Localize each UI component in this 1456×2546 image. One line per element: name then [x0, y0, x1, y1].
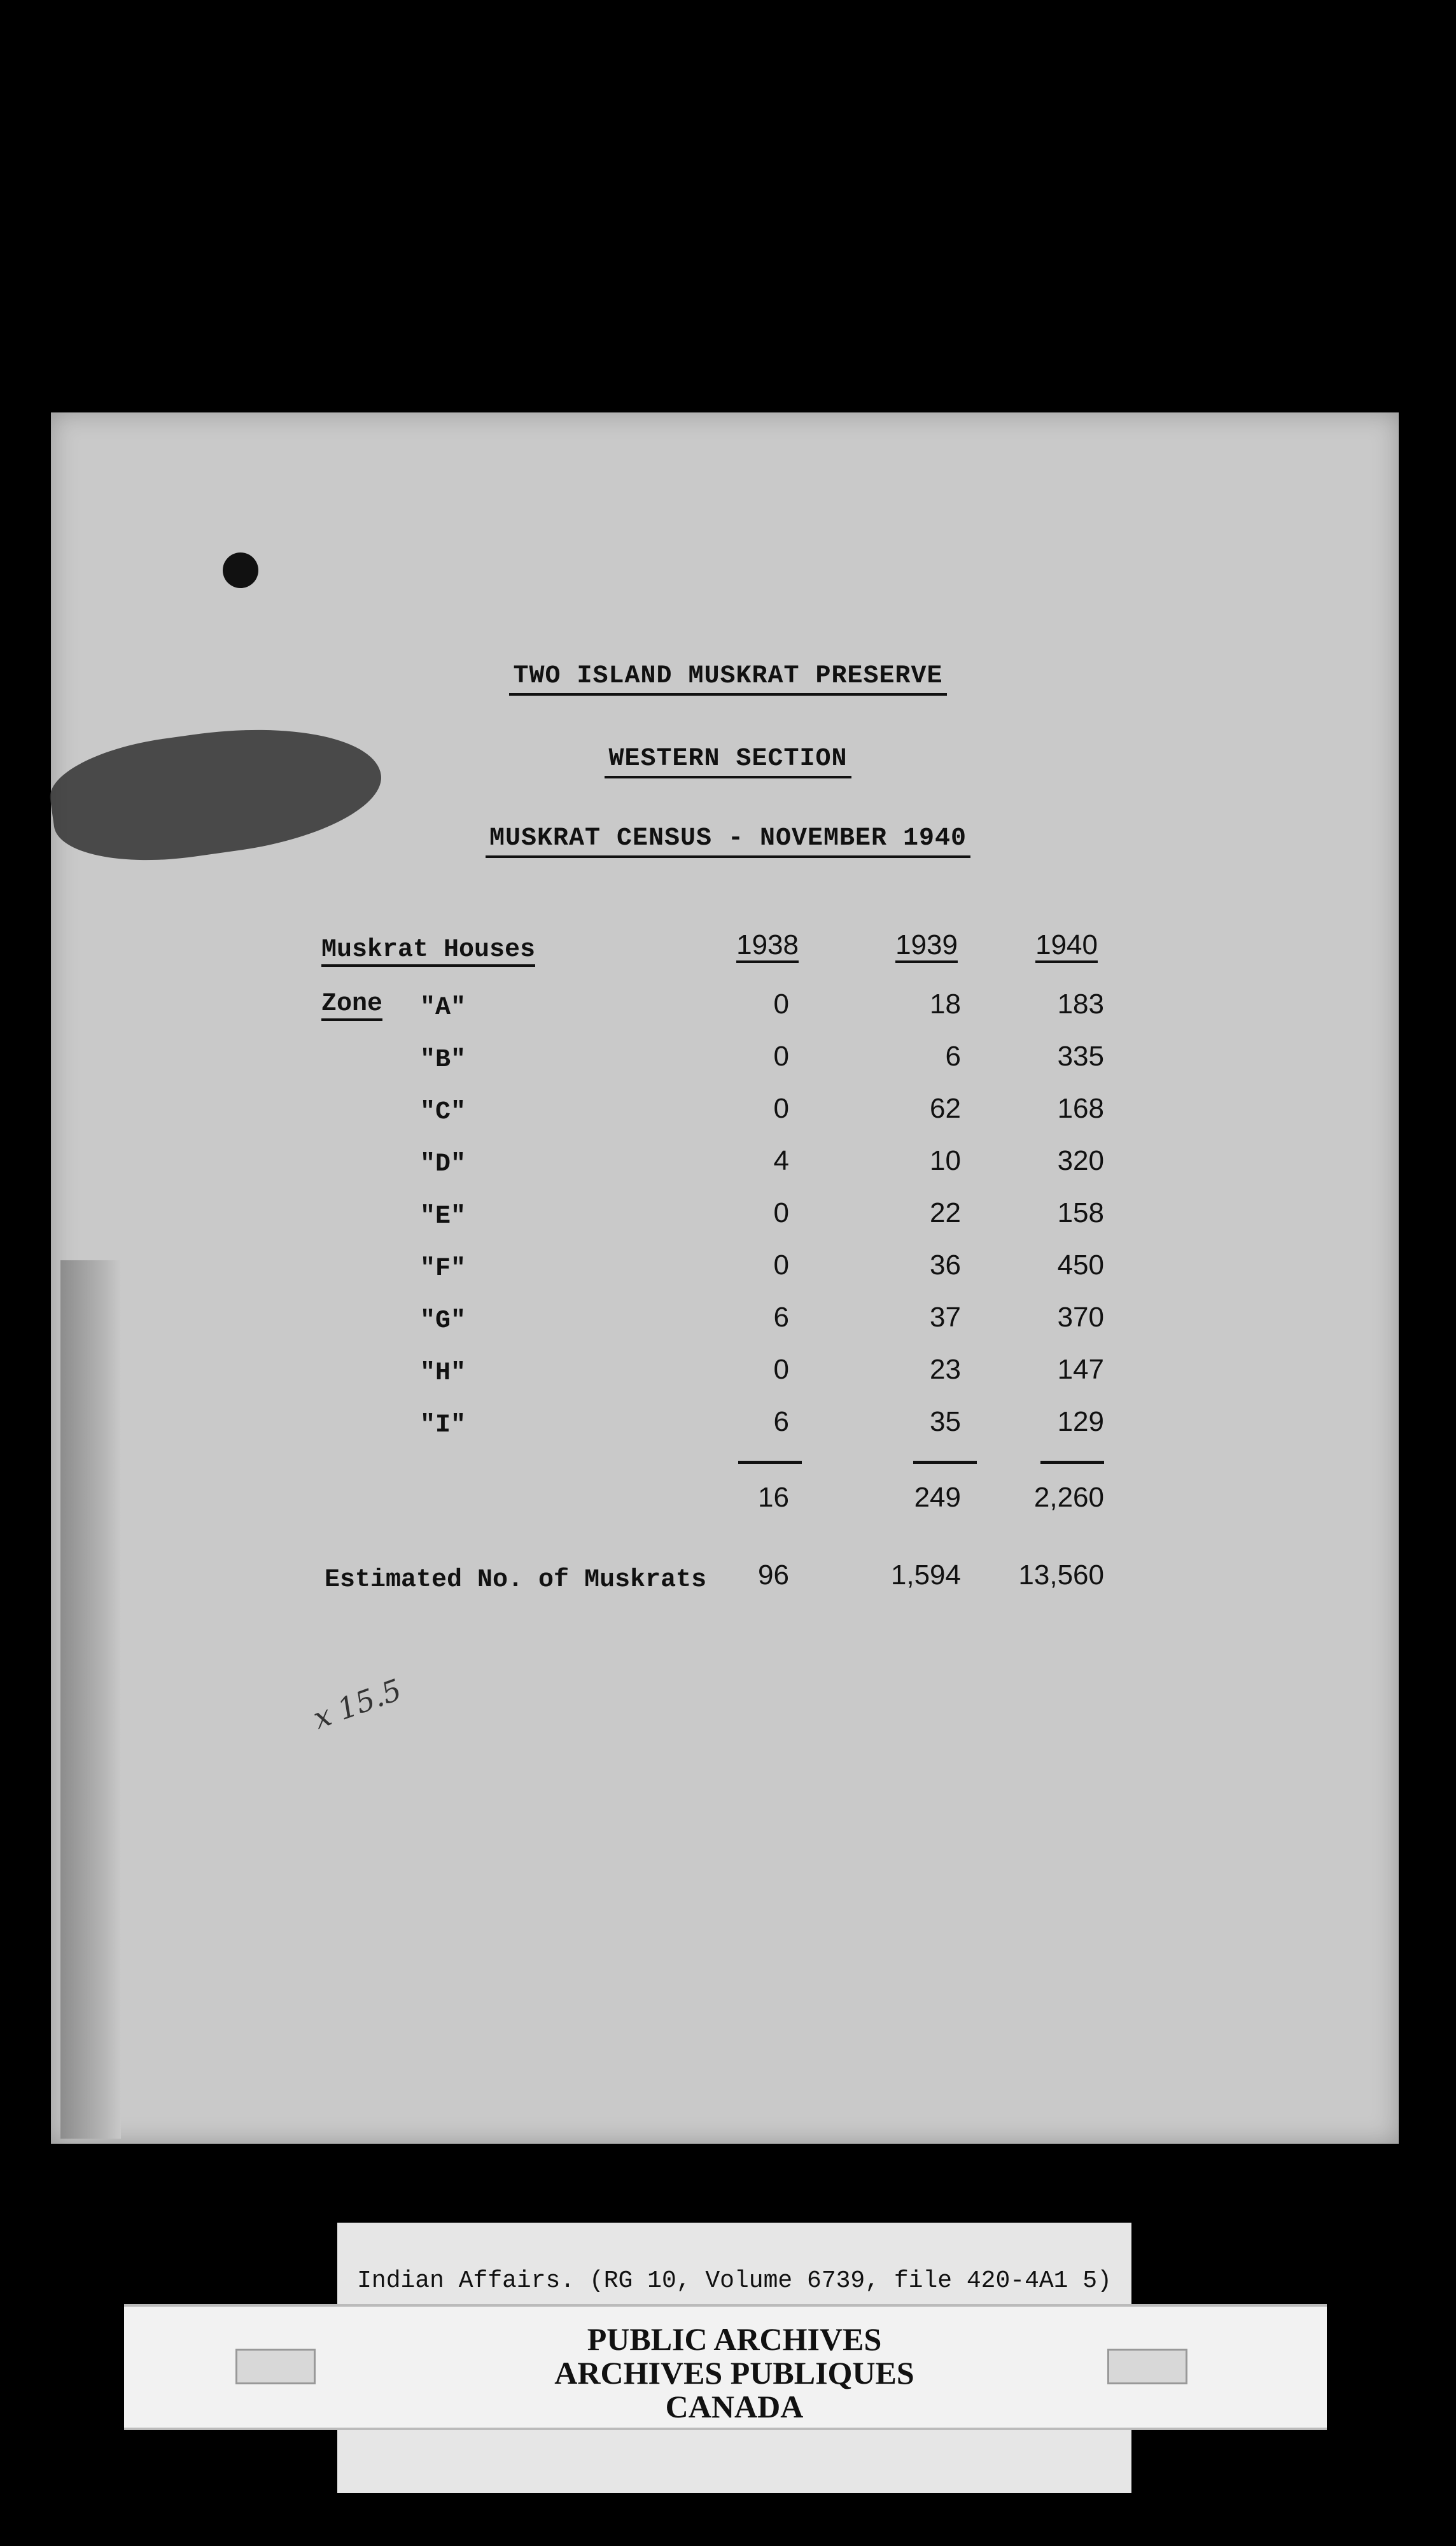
census-cell: 0 [773, 1093, 789, 1124]
census-cell: 183 [1057, 988, 1104, 1020]
census-cell: 4 [773, 1145, 789, 1176]
archive-line-2: ARCHIVES PUBLIQUES [554, 2355, 914, 2391]
archive-line-1: PUBLIC ARCHIVES [587, 2321, 882, 2357]
document-subtitle: MUSKRAT CENSUS - NOVEMBER 1940 [0, 824, 1456, 853]
binding-edge [60, 1260, 121, 2139]
census-cell: 0 [773, 1354, 789, 1385]
zone-name: "B" [420, 1046, 466, 1074]
census-cell: 22 [930, 1197, 961, 1228]
total-1938: 16 [758, 1482, 789, 1513]
census-cell: 320 [1057, 1145, 1104, 1176]
census-cell: 6 [773, 1302, 789, 1333]
census-cell: 6 [773, 1406, 789, 1437]
year-header-1939: 1939 [843, 929, 958, 961]
census-cell: 35 [930, 1406, 961, 1437]
census-cell: 0 [773, 988, 789, 1020]
census-cell: 450 [1057, 1249, 1104, 1281]
census-cell: 6 [945, 1041, 961, 1072]
estimate-1939: 1,594 [890, 1559, 961, 1591]
total-1939: 249 [914, 1482, 961, 1513]
label-tab-left [235, 2349, 316, 2384]
census-cell: 0 [773, 1197, 789, 1228]
document-section: WESTERN SECTION [0, 745, 1456, 773]
census-cell: 10 [930, 1145, 961, 1176]
row-header: Muskrat Houses [321, 936, 535, 967]
census-cell: 147 [1057, 1354, 1104, 1385]
punch-hole [223, 552, 258, 588]
census-cell: 0 [773, 1249, 789, 1281]
zone-name: "A" [420, 994, 466, 1022]
census-cell: 18 [930, 988, 961, 1020]
census-cell: 168 [1057, 1093, 1104, 1124]
year-header-1938: 1938 [684, 929, 799, 961]
census-cell: 36 [930, 1249, 961, 1281]
document-title: TWO ISLAND MUSKRAT PRESERVE [0, 662, 1456, 691]
census-cell: 335 [1057, 1041, 1104, 1072]
zone-name: "G" [420, 1307, 466, 1335]
zone-name: "F" [420, 1255, 466, 1283]
handwritten-note: x 15.5 [309, 1672, 406, 1736]
zone-name: "C" [420, 1098, 466, 1127]
total-rule-1939 [913, 1461, 977, 1464]
zone-name: "D" [420, 1150, 466, 1179]
total-rule-1938 [738, 1461, 802, 1464]
zone-label: Zone [321, 990, 382, 1021]
estimate-1940: 13,560 [1018, 1559, 1104, 1591]
estimate-1938: 96 [758, 1559, 789, 1591]
census-cell: 62 [930, 1093, 961, 1124]
census-cell: 0 [773, 1041, 789, 1072]
census-cell: 158 [1057, 1197, 1104, 1228]
census-cell: 129 [1057, 1406, 1104, 1437]
zone-name: "I" [420, 1411, 466, 1440]
zone-name: "E" [420, 1202, 466, 1231]
estimate-label: Estimated No. of Muskrats [325, 1566, 707, 1594]
archive-reference: Indian Affairs. (RG 10, Volume 6739, file 420-4A1 5) [357, 2267, 1112, 2295]
census-cell: 37 [930, 1302, 961, 1333]
total-1940: 2,260 [1033, 1482, 1104, 1513]
census-cell: 23 [930, 1354, 961, 1385]
zone-name: "H" [420, 1359, 466, 1388]
year-header-1940: 1940 [983, 929, 1098, 961]
archive-line-3: CANADA [665, 2389, 804, 2424]
total-rule-1940 [1040, 1461, 1104, 1464]
census-cell: 370 [1057, 1302, 1104, 1333]
